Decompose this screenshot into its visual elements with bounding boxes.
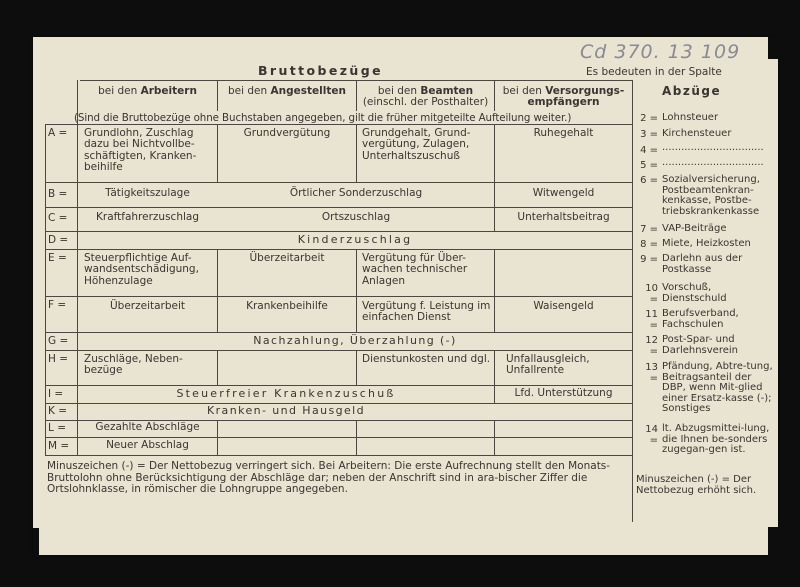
abzug-num: 3 = (640, 129, 658, 140)
row-key-c: C = (48, 212, 68, 224)
cell-g-all: Nachzahlung, Überzahlung (-) (253, 334, 457, 347)
column-header-angestellte: bei den Angestellten (228, 85, 346, 97)
cell-k-all: Kranken- und Hausgeld (207, 404, 365, 417)
abzug-text: ................................ (662, 158, 764, 168)
abzug-text: Miete, Heizkosten (662, 238, 751, 249)
abzug-num: 8 = (640, 239, 658, 250)
cell-f-angestellte: Krankenbeihilfe (246, 300, 328, 312)
cell-b-versorgung: Witwengeld (532, 187, 595, 199)
abzuege-note: Minuszeichen (-) = Der Nettobezug erhöht sich. (636, 474, 757, 496)
cell-c-versorgung: Unterhaltsbeitrag (517, 211, 610, 223)
abzug-text: Post-Spar- und Darlehnsverein (662, 334, 738, 356)
abzug-num: 14 = (645, 424, 658, 446)
perforation-notch (33, 528, 39, 556)
cell-a-beamte: Grundgehalt, Grund-vergütung, Zulagen, Unterhaltszuschuß (362, 127, 471, 162)
footnote: Minuszeichen (-) = Der Nettobezug verringert sich. Bei Arbeitern: Die erste Aufrechnung stellt den Monats-Bruttolohn ohne Berücksichtigung der Abschläge dar; neben der Anschrift sind in ara-bischer Ziffer die Ortslohnklasse, in römischer die Lohngruppe angegeben. (47, 460, 611, 495)
cell-a-arbeiter: Grundlohn, Zuschlag dazu bei Nichtvollbe-schäftigten, Kranken-beihilfe (84, 127, 197, 173)
abzug-num: 12 = (645, 335, 658, 357)
row-key-b: B = (48, 188, 68, 200)
column-header-versorgung: bei den Versorgungs- empfängern (502, 85, 625, 108)
row-key-g: G = (48, 335, 69, 347)
abzug-num: 5 = (640, 160, 658, 171)
cell-h-versorgung: Unfallausgleich, Unfallrente (506, 353, 590, 377)
row-key-d: D = (48, 234, 69, 246)
cell-c-angest-beamte: Ortszuschlag (321, 211, 391, 223)
cell-a-angestellte: Grundvergütung (243, 127, 331, 139)
abzug-text: Kirchensteuer (662, 128, 732, 139)
cell-e-arbeiter: Steuerpflichtige Auf-wandsentschädigung, Höhenzulage (84, 252, 199, 287)
column-header-arbeiter: bei den Arbeitern (98, 85, 197, 97)
cell-h-beamte: Dienstunkosten und dgl. (362, 353, 491, 365)
perforation-notch (768, 527, 780, 557)
cell-f-versorgung: Waisengeld (533, 300, 594, 312)
row-key-e: E = (48, 252, 67, 264)
cell-b-angest-beamte: Örtlicher Sonderzuschlag (289, 187, 423, 199)
cell-e-angestellte: Überzeitarbeit (249, 252, 325, 264)
cell-l-arbeiter: Gezahlte Abschläge (95, 421, 200, 433)
row-key-h: H = (48, 353, 69, 365)
abzug-num: 7 = (640, 224, 658, 235)
row-key-m: M = (48, 440, 70, 452)
abzug-num: 10 = (645, 283, 658, 305)
row-key-l: L = (48, 422, 66, 434)
cell-e-beamte: Vergütung für Über-wachen technischer Anlagen (362, 252, 468, 287)
abzug-num: 13 = (645, 362, 658, 384)
cell-b-arbeiter: Tätigkeitszulage (105, 187, 190, 199)
abzuege-title: Abzüge (662, 84, 722, 98)
cell-a-versorgung: Ruhegehalt (533, 127, 594, 139)
abzug-text: VAP-Beiträge (662, 223, 727, 234)
cell-i-arbeit-angest-beamte: Steuerfreier Krankenzuschuß (176, 387, 396, 400)
column-header-beamte: bei den Beamten (einschl. der Posthalter) (362, 85, 489, 108)
row-key-f: F = (48, 299, 67, 311)
row-key-k: K = (48, 405, 68, 417)
cell-d-all: Kinderzuschlag (297, 233, 413, 246)
cell-c-arbeiter: Kraftfahrerzuschlag (96, 211, 199, 223)
abzug-num: 2 = (640, 113, 658, 124)
abzug-text: Darlehn aus der Postkasse (662, 253, 743, 275)
abzug-text: lt. Abzugsmittei-lung, die Ihnen be-sonders zugegan-gen ist. (662, 423, 770, 456)
cell-i-versorgung: Lfd. Unterstützung (514, 387, 613, 399)
abzug-num: 11 = (645, 309, 658, 331)
abzug-text: ................................ (662, 143, 764, 153)
cell-f-beamte: Vergütung f. Leistung im einfachen Dienst (362, 300, 491, 324)
row-key-a: A = (48, 127, 68, 139)
abzug-text: Lohnsteuer (662, 112, 719, 123)
abzug-num: 6 = (640, 175, 658, 186)
cell-h-arbeiter: Zuschläge, Neben-bezüge (84, 353, 183, 377)
perforation-notch (768, 37, 780, 59)
abzug-text: Pfändung, Abtre-tung, Beitragsanteil der DBP, wenn Mit-glied einer Ersatz-kasse (-); Sonstiges (662, 361, 773, 415)
catalog-stamp: Cd 370. 13 109 (580, 41, 741, 63)
page-title: Bruttobezüge (258, 63, 383, 78)
header-subnote: (Sind die Bruttobezüge ohne Buchstaben angegeben, gilt die früher mitgeteilte Aufteilung weiter.) (74, 112, 572, 124)
cell-f-arbeiter: Überzeitarbeit (109, 300, 186, 312)
abzug-text: Berufsverband, Fachschulen (662, 308, 739, 330)
cell-m-arbeiter: Neuer Abschlag (106, 439, 189, 451)
abzug-text: Vorschuß, Dienstschuld (662, 282, 727, 304)
spalte-note: Es bedeuten in der Spalte (586, 66, 722, 78)
abzug-text: Sozialversicherung, Postbeamtenkran-kenkasse, Postbe-triebskrankenkasse (662, 174, 760, 217)
row-key-i: I = (48, 388, 64, 400)
abzug-num: 4 = (640, 145, 658, 156)
abzug-num: 9 = (640, 254, 658, 265)
